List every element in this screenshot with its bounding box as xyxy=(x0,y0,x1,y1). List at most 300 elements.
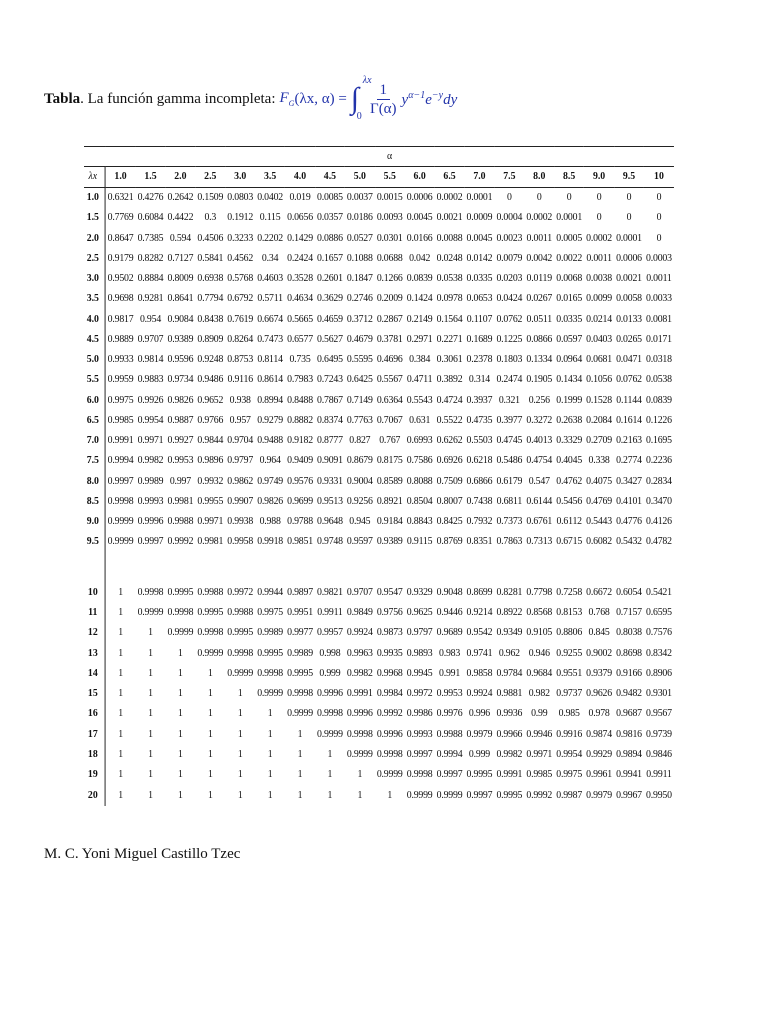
table-cell: 0.9933 xyxy=(107,354,134,366)
table-cell: 0.2149 xyxy=(406,313,433,325)
table-cell: 0.9998 xyxy=(257,667,284,679)
table-cell: 0.9935 xyxy=(376,647,403,659)
table-cell: 1 xyxy=(357,789,363,801)
table-cell: 0.9999 xyxy=(406,789,433,801)
table-cell: 0.1144 xyxy=(616,394,642,406)
table-cell: 0.9998 xyxy=(317,708,343,720)
table-cell: 0.9998 xyxy=(406,769,433,781)
table-cell: 0.2746 xyxy=(346,293,373,305)
table-cell: 1 xyxy=(297,728,303,740)
table-cell: 0.2642 xyxy=(167,192,194,204)
table-cell: 0.0079 xyxy=(496,252,523,264)
table-cell: 0.3427 xyxy=(616,475,642,487)
table-cell: 0.0001 xyxy=(616,232,642,244)
table-cell: 0.1905 xyxy=(526,374,553,386)
table-row xyxy=(84,765,674,785)
table-cell: 0.9926 xyxy=(137,394,164,406)
table-cell: 1 xyxy=(207,688,213,700)
formula-lhs: $F_G$ xyxy=(279,90,295,108)
table-cell: 1 xyxy=(207,708,213,720)
table-cell: 0.9997 xyxy=(137,536,164,548)
table-cell: 0.999 xyxy=(468,749,490,761)
table-cell: 0.7763 xyxy=(346,414,373,426)
row-label: 7.5 xyxy=(84,451,105,471)
table-cell: 0.8884 xyxy=(137,273,164,285)
table-cell: 0.042 xyxy=(409,252,431,264)
table-cell: 0.1334 xyxy=(526,354,553,366)
table-cell: 0.0171 xyxy=(646,333,672,345)
table-cell: 1 xyxy=(267,708,273,720)
table-cell: 0.9797 xyxy=(227,455,254,467)
table-cell: 0.9115 xyxy=(406,536,433,548)
table-cell: 0.767 xyxy=(379,435,401,447)
table-cell: 1 xyxy=(267,769,273,781)
table-cell: 0.1999 xyxy=(556,394,583,406)
table-cell: 0 xyxy=(626,192,632,204)
table-cell: 0.0597 xyxy=(556,333,583,345)
table-cell: 0.985 xyxy=(558,708,580,720)
table-cell: 0.9689 xyxy=(436,627,463,639)
row-label: 12 xyxy=(84,623,105,643)
table-cell: 0.9971 xyxy=(526,749,553,761)
table-cell: 0.7794 xyxy=(197,293,224,305)
table-cell: 0.1429 xyxy=(287,232,313,244)
table-cell: 0.0006 xyxy=(616,252,642,264)
table-cell: 0.9084 xyxy=(167,313,194,325)
table-row xyxy=(84,229,674,249)
table-cell: 0.9984 xyxy=(376,688,403,700)
table-cell: 0.9998 xyxy=(227,647,254,659)
table-cell: 0.9991 xyxy=(346,688,373,700)
table-cell: 0.9699 xyxy=(287,495,313,507)
table-cell: 0.8906 xyxy=(646,667,672,679)
row-label: 13 xyxy=(84,643,105,663)
table-cell: 0.6364 xyxy=(376,394,403,406)
table-cell: 0.9844 xyxy=(197,435,224,447)
table-cell: 0.0011 xyxy=(586,252,612,264)
table-cell: 0.9994 xyxy=(107,455,134,467)
table-cell: 0.8806 xyxy=(556,627,583,639)
table-cell: 0.845 xyxy=(588,627,610,639)
table-cell: 0.0045 xyxy=(466,232,493,244)
table-cell: 0.9826 xyxy=(257,495,284,507)
table-row xyxy=(84,704,674,724)
table-cell: 0.8009 xyxy=(167,273,194,285)
table-cell: 0.8769 xyxy=(436,536,463,548)
table-cell: 1 xyxy=(148,647,153,659)
table-cell: 0.9881 xyxy=(496,688,523,700)
table-cell: 0.9977 xyxy=(287,627,313,639)
table-cell: 0.0653 xyxy=(466,293,493,305)
table-cell: 0.9997 xyxy=(107,475,134,487)
table-cell: 0 xyxy=(656,232,662,244)
row-label: 15 xyxy=(84,684,105,704)
table-cell: 0.0538 xyxy=(646,374,672,386)
table-cell: 0.0886 xyxy=(317,232,343,244)
table-cell: 0.8175 xyxy=(376,455,403,467)
table-cell: 0.4782 xyxy=(646,536,672,548)
table-cell: 0.0265 xyxy=(616,333,642,345)
table-cell: 0.0978 xyxy=(436,293,463,305)
table-cell: 0.0839 xyxy=(646,394,672,406)
table-cell: 0.9971 xyxy=(137,435,164,447)
table-cell: 1 xyxy=(118,708,123,720)
column-header: 4.5 xyxy=(315,167,345,188)
column-header-row xyxy=(84,167,674,188)
table-cell: 0.6674 xyxy=(257,313,284,325)
table-cell: 0.9862 xyxy=(227,475,254,487)
table-cell: 0.9182 xyxy=(287,435,313,447)
table-cell: 0.8504 xyxy=(406,495,433,507)
table-cell: 0.9999 xyxy=(107,516,134,528)
table-cell: 1 xyxy=(118,606,123,618)
table-cell: 0.0964 xyxy=(556,354,583,366)
table-row xyxy=(84,431,674,451)
title-bold: Tabla xyxy=(44,90,81,107)
table-cell: 0.9953 xyxy=(436,688,463,700)
row-label: 2.0 xyxy=(84,229,105,249)
table-cell: 0.9941 xyxy=(616,769,642,781)
table-cell: 0.0002 xyxy=(586,232,612,244)
table-cell: 0.314 xyxy=(468,374,490,386)
table-cell: 0.9734 xyxy=(167,374,194,386)
table-row xyxy=(84,643,674,663)
table-cell: 0.9409 xyxy=(287,455,313,467)
table-cell: 0.9091 xyxy=(317,455,343,467)
table-cell: 0.5841 xyxy=(197,252,224,264)
table-cell: 1 xyxy=(178,749,183,761)
table-cell: 0.3061 xyxy=(436,354,463,366)
table-cell: 0.6577 xyxy=(287,333,313,345)
table-cell: 0.1088 xyxy=(346,252,373,264)
table-row xyxy=(84,411,674,431)
table-cell: 0.9301 xyxy=(646,688,672,700)
row-label: 8.0 xyxy=(84,472,105,492)
table-cell: 0.1847 xyxy=(346,273,373,285)
column-header: 1.5 xyxy=(136,167,166,188)
table-cell: 0.3712 xyxy=(346,313,373,325)
table-cell: 0.9999 xyxy=(167,627,194,639)
table-cell: 0.9981 xyxy=(197,536,224,548)
table-cell: 0.3977 xyxy=(496,414,523,426)
table-cell: 0.9997 xyxy=(466,789,493,801)
table-cell: 0.9737 xyxy=(556,688,583,700)
table-cell: 0.0038 xyxy=(586,273,612,285)
table-cell: 0.4634 xyxy=(287,293,313,305)
table-cell: 0.7243 xyxy=(317,374,343,386)
table-cell: 0.9748 xyxy=(317,536,343,548)
table-cell: 0.9954 xyxy=(137,414,164,426)
table-cell: 0.9513 xyxy=(317,495,343,507)
table-cell: 0.6811 xyxy=(496,495,523,507)
table-cell: 0.7067 xyxy=(376,414,403,426)
table-cell: 0.1226 xyxy=(646,414,672,426)
table-cell: 0.1509 xyxy=(197,192,224,204)
table-cell: 0.9379 xyxy=(586,667,612,679)
table-cell: 0.9968 xyxy=(376,667,403,679)
table-cell: 0.0762 xyxy=(616,374,642,386)
table-cell: 0.9797 xyxy=(406,627,433,639)
table-cell: 0.9991 xyxy=(107,435,134,447)
table-cell: 0.4724 xyxy=(436,394,463,406)
table-cell: 0.9817 xyxy=(107,313,134,325)
table-cell: 0.9989 xyxy=(137,475,164,487)
table-cell: 0.9256 xyxy=(346,495,373,507)
table-cell: 0.9858 xyxy=(466,667,493,679)
table-cell: 0.9999 xyxy=(287,708,313,720)
table-cell: 0.8843 xyxy=(406,516,433,528)
table-cell: 0.0214 xyxy=(586,313,612,325)
table-cell: 0.988 xyxy=(259,516,281,528)
table-cell: 1 xyxy=(178,647,183,659)
table-cell: 0.9924 xyxy=(466,688,493,700)
table-cell: 0.7373 xyxy=(496,516,523,528)
table-cell: 1 xyxy=(327,749,333,761)
table-cell: 0.7586 xyxy=(406,455,433,467)
table-cell: 0.0033 xyxy=(646,293,672,305)
table-cell: 1 xyxy=(118,789,123,801)
table-cell: 0.6672 xyxy=(586,586,612,598)
table-cell: 0.6792 xyxy=(227,293,254,305)
row-label: 10 xyxy=(84,583,105,603)
table-cell: 0.8088 xyxy=(406,475,433,487)
table-cell: 0.945 xyxy=(349,516,371,528)
table-cell: 0.9547 xyxy=(376,586,403,598)
table-cell: 0.9814 xyxy=(137,354,164,366)
table-cell: 0.0424 xyxy=(496,293,523,305)
column-header: 8.0 xyxy=(524,167,554,188)
table-cell: 0.34 xyxy=(261,252,279,264)
table-cell: 0.2774 xyxy=(616,455,642,467)
table-cell: 0.954 xyxy=(139,313,162,325)
table-row xyxy=(84,451,674,471)
table-cell: 0.9997 xyxy=(436,769,463,781)
column-header: 10 xyxy=(644,167,674,188)
row-label: 8.5 xyxy=(84,492,105,512)
table-cell: 0.9488 xyxy=(257,435,284,447)
table-cell: 0.6495 xyxy=(317,354,343,366)
table-cell: 0.0011 xyxy=(646,273,672,285)
table-cell: 0.6425 xyxy=(346,374,373,386)
table-cell: 0.9625 xyxy=(406,606,433,618)
table-cell: 0.2601 xyxy=(317,273,343,285)
table-cell: 0.9999 xyxy=(436,789,463,801)
table-cell: 1 xyxy=(118,749,123,761)
table-cell: 0.9999 xyxy=(257,688,284,700)
row-label: 7.0 xyxy=(84,431,105,451)
table-cell: 0.256 xyxy=(528,394,550,406)
table-cell: 0.0403 xyxy=(586,333,612,345)
table-cell: 0.9873 xyxy=(376,627,403,639)
table-cell: 0.5443 xyxy=(586,516,612,528)
table-cell: 0.9889 xyxy=(107,333,134,345)
table-cell: 0.3528 xyxy=(287,273,313,285)
table-cell: 0.7127 xyxy=(167,252,194,264)
table-cell: 0.2163 xyxy=(616,435,642,447)
table-cell: 0.0471 xyxy=(616,354,642,366)
table-cell: 0.8777 xyxy=(317,435,343,447)
title-rest: . La función gamma incompleta: xyxy=(80,90,276,107)
table-cell: 0.9997 xyxy=(406,749,433,761)
table-cell: 0.8438 xyxy=(197,313,224,325)
table-cell: 0.999 xyxy=(319,667,341,679)
table-cell: 0.0165 xyxy=(556,293,583,305)
table-cell: 0.0085 xyxy=(317,192,343,204)
table-cell: 0.2709 xyxy=(586,435,612,447)
table-cell: 0.9749 xyxy=(257,475,284,487)
table-row xyxy=(84,269,674,289)
table-cell: 0.7509 xyxy=(436,475,463,487)
table-cell: 0.9482 xyxy=(616,688,642,700)
table-cell: 0.9954 xyxy=(556,749,583,761)
table-cell: 0.8922 xyxy=(496,606,523,618)
table-cell: 0 xyxy=(536,192,542,204)
table-cell: 0.9756 xyxy=(376,606,403,618)
row-label: 20 xyxy=(84,785,105,805)
table-cell: 0.9986 xyxy=(406,708,433,720)
table-cell: 0.9945 xyxy=(406,667,433,679)
table-cell: 0.5421 xyxy=(646,586,672,598)
table-cell: 0.9982 xyxy=(496,749,523,761)
table-cell: 0.9626 xyxy=(586,688,612,700)
table-cell: 0.4045 xyxy=(556,455,583,467)
gamma-formula xyxy=(279,75,458,122)
table-cell: 0.4603 xyxy=(257,273,284,285)
table-cell: 0.0142 xyxy=(466,252,493,264)
table-cell: 0.0006 xyxy=(406,192,433,204)
table-cell: 0.9184 xyxy=(376,516,403,528)
table-cell: 0.1266 xyxy=(376,273,403,285)
table-cell: 1 xyxy=(297,769,303,781)
gamma-table xyxy=(84,146,674,806)
table-cell: 0.0402 xyxy=(257,192,284,204)
table-cell: 0.8909 xyxy=(197,333,224,345)
table-cell: 0.9648 xyxy=(317,516,343,528)
table-cell: 0.9684 xyxy=(526,667,553,679)
table-cell: 0.0267 xyxy=(526,293,553,305)
table-cell: 0.5503 xyxy=(466,435,493,447)
table-row xyxy=(84,208,674,228)
table-cell: 0.0081 xyxy=(646,313,672,325)
table-cell: 0.9893 xyxy=(406,647,433,659)
table-cell: 1 xyxy=(148,728,153,740)
table-cell: 0.9784 xyxy=(496,667,523,679)
table-cell: 0.9996 xyxy=(317,688,343,700)
row-label: 4.0 xyxy=(84,310,105,330)
table-cell: 0.6082 xyxy=(586,536,612,548)
table-cell: 0.8589 xyxy=(376,475,403,487)
table-cell: 0.9739 xyxy=(646,728,672,740)
row-label: 19 xyxy=(84,765,105,785)
table-cell: 0.9975 xyxy=(107,394,134,406)
table-cell: 0.6054 xyxy=(616,586,642,598)
table-cell: 0.7149 xyxy=(346,394,373,406)
table-cell: 0.8281 xyxy=(496,586,523,598)
table-cell: 0.6218 xyxy=(466,455,493,467)
table-cell: 0.0119 xyxy=(526,273,552,285)
table-cell: 1 xyxy=(148,688,153,700)
table-cell: 0.9999 xyxy=(346,749,373,761)
table-cell: 0.9976 xyxy=(436,708,463,720)
integral-sign: ∫ λx 0 xyxy=(350,75,372,122)
table-cell: 0.7863 xyxy=(496,536,523,548)
table-cell: 0 xyxy=(566,192,572,204)
integral-upper: λx xyxy=(362,75,372,86)
table-cell: 0.1434 xyxy=(556,374,583,386)
table-cell: 0.827 xyxy=(349,435,371,447)
table-cell: 0.4013 xyxy=(526,435,553,447)
table-cell: 0.9981 xyxy=(167,495,194,507)
table-cell: 0.8921 xyxy=(376,495,403,507)
table-cell: 0.9982 xyxy=(137,455,164,467)
table-cell: 0.7313 xyxy=(526,536,553,548)
table-cell: 0.0839 xyxy=(406,273,433,285)
table-cell: 1 xyxy=(118,647,123,659)
table-cell: 1 xyxy=(207,789,213,801)
table-cell: 0.0248 xyxy=(436,252,463,264)
page-title xyxy=(44,66,744,132)
table-cell: 0.0005 xyxy=(556,232,583,244)
table-cell: 1 xyxy=(148,708,153,720)
table-cell: 0.1614 xyxy=(616,414,642,426)
table-cell: 0.4101 xyxy=(616,495,642,507)
table-cell: 0.9999 xyxy=(197,647,224,659)
table-cell: 0.3233 xyxy=(227,232,254,244)
table-cell: 0.4422 xyxy=(167,212,194,224)
table-cell: 0.1657 xyxy=(317,252,343,264)
table-cell: 0.2271 xyxy=(436,333,463,345)
table-cell: 0.0335 xyxy=(466,273,493,285)
table-cell: 0.9936 xyxy=(496,708,523,720)
column-header: 6.5 xyxy=(435,167,465,188)
table-cell: 1 xyxy=(207,769,213,781)
table-cell: 0.9959 xyxy=(107,374,134,386)
table-cell: 0.1528 xyxy=(586,394,612,406)
table-cell: 0.9998 xyxy=(167,606,194,618)
table-cell: 0.8488 xyxy=(287,394,313,406)
table-cell: 0.957 xyxy=(229,414,251,426)
table-cell: 0.9486 xyxy=(197,374,224,386)
column-header: 3.5 xyxy=(255,167,285,188)
table-cell: 0.9998 xyxy=(107,495,134,507)
table-cell: 0.0021 xyxy=(616,273,642,285)
table-cell: 0.631 xyxy=(409,414,431,426)
table-cell: 0.0022 xyxy=(556,252,583,264)
table-cell: 0.5432 xyxy=(616,536,642,548)
row-label: 3.0 xyxy=(84,269,105,289)
table-cell: 0.5768 xyxy=(227,273,254,285)
table-cell: 0.9105 xyxy=(526,627,553,639)
frac-denominator: Γ(α) xyxy=(370,100,397,117)
table-cell: 0.9596 xyxy=(167,354,194,366)
row-label: 4.5 xyxy=(84,330,105,350)
table-cell: 0.9989 xyxy=(287,647,313,659)
table-cell: 0.9887 xyxy=(167,414,194,426)
alpha-label: α xyxy=(105,147,674,167)
row-label: 16 xyxy=(84,704,105,724)
table-cell: 0.9874 xyxy=(586,728,612,740)
table-cell: 0.9950 xyxy=(646,789,672,801)
table-cell: 0.9929 xyxy=(586,749,612,761)
table-cell: 0.9248 xyxy=(197,354,224,366)
column-header: 8.5 xyxy=(554,167,584,188)
table-cell: 0.9652 xyxy=(197,394,224,406)
table-cell: 0.8342 xyxy=(646,647,672,659)
table-cell: 1 xyxy=(178,728,183,740)
table-row xyxy=(84,684,674,704)
table-cell: 0.0166 xyxy=(406,232,433,244)
table-cell: 0.4276 xyxy=(137,192,164,204)
